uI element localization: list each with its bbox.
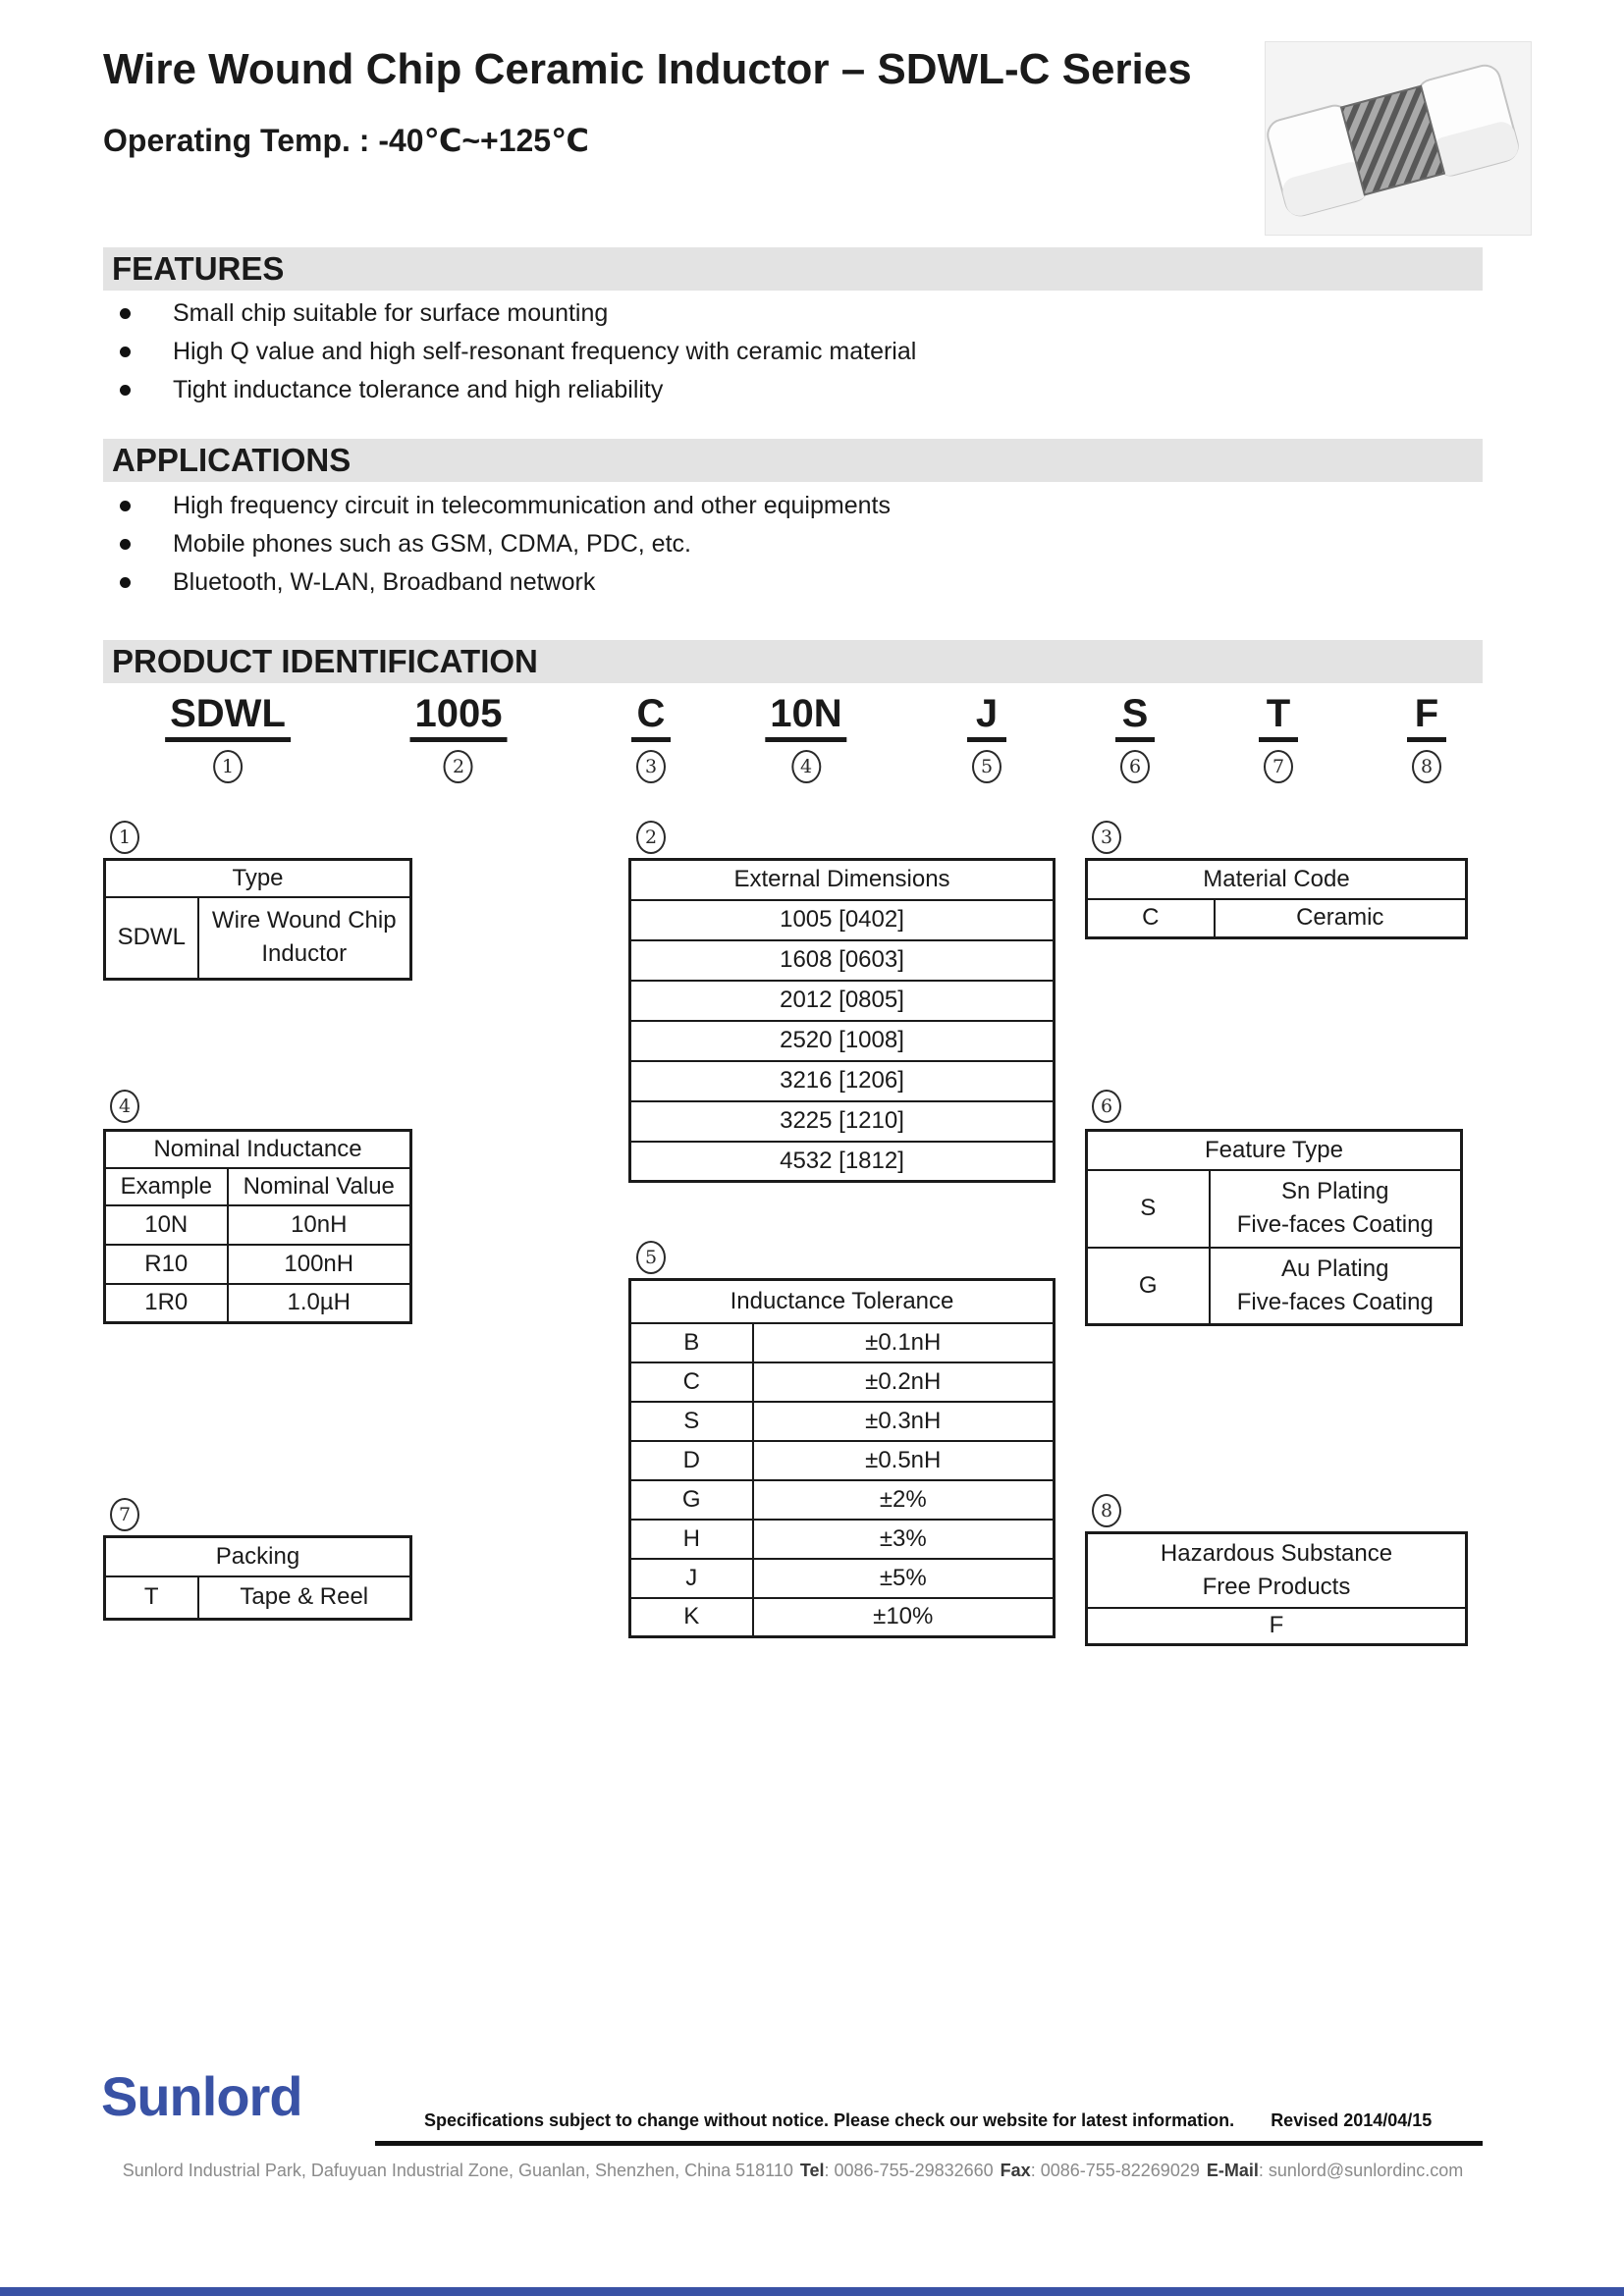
- part-segment: [165, 693, 291, 783]
- table-row: [105, 1168, 411, 1205]
- table-row: [630, 1142, 1055, 1182]
- code-cell: R10: [105, 1245, 228, 1284]
- part-code: 10N: [765, 693, 846, 742]
- value-cell: 100nH: [228, 1245, 411, 1284]
- table-row: [630, 1559, 1055, 1598]
- value-cell: 1005 [0402]: [630, 900, 1055, 940]
- value-cell: ±3%: [753, 1520, 1055, 1559]
- part-code: SDWL: [165, 693, 291, 742]
- table-row: [630, 1021, 1055, 1061]
- circled-number: 6: [1120, 750, 1150, 783]
- bullet-icon: [120, 308, 131, 319]
- application-text: High frequency circuit in telecommunication and other equipments: [173, 492, 891, 519]
- email-label: E-Mail: [1206, 2161, 1259, 2180]
- inductance-tolerance-table: [628, 1278, 1056, 1638]
- code-cell: C: [630, 1362, 753, 1402]
- title-line: Free Products: [1202, 1573, 1351, 1600]
- applications-section-header: [103, 439, 1483, 482]
- feature-type-table: [1085, 1129, 1463, 1326]
- circled-number: 8: [1412, 750, 1441, 783]
- operating-temp: Operating Temp. : -40℃~+125℃: [103, 123, 589, 158]
- table-row: [630, 1520, 1055, 1559]
- table-row: [630, 1598, 1055, 1637]
- table-row: [630, 1362, 1055, 1402]
- value-cell: 3225 [1210]: [630, 1101, 1055, 1142]
- circled-number: 2: [444, 750, 473, 783]
- code-cell: 10N: [105, 1205, 228, 1245]
- part-code: S: [1115, 693, 1155, 742]
- part-code: C: [631, 693, 671, 742]
- value-cell: Tape & Reel: [198, 1576, 411, 1620]
- part-segment: [967, 693, 1006, 783]
- table-row: [105, 860, 411, 897]
- circled-number: 2: [636, 821, 666, 854]
- table-row: [105, 1131, 411, 1168]
- value-cell: 10nH: [228, 1205, 411, 1245]
- footer-divider: [375, 2141, 1483, 2146]
- value-cell: 2520 [1008]: [630, 1021, 1055, 1061]
- code-cell: SDWL: [105, 897, 198, 980]
- product-photo: [1265, 41, 1532, 236]
- code-cell: G: [1087, 1248, 1210, 1325]
- value-cell: ±0.3nH: [753, 1402, 1055, 1441]
- table-row: [1087, 1170, 1462, 1248]
- code-cell: S: [1087, 1170, 1210, 1248]
- circled-number: 3: [1092, 821, 1121, 854]
- list-item: [103, 333, 916, 371]
- value-cell: ±5%: [753, 1559, 1055, 1598]
- code-cell: J: [630, 1559, 753, 1598]
- part-code: F: [1407, 693, 1446, 742]
- value-cell: ±2%: [753, 1480, 1055, 1520]
- applications-heading: APPLICATIONS: [112, 442, 352, 478]
- value-cell: [1210, 1170, 1462, 1248]
- circled-number: 8: [1092, 1494, 1121, 1527]
- table-row: [630, 860, 1055, 900]
- part-number-row: [103, 693, 1483, 795]
- table-row: [1087, 1131, 1462, 1170]
- bullet-icon: [120, 539, 131, 550]
- packing-table: [103, 1535, 412, 1621]
- table-row: [630, 1441, 1055, 1480]
- part-segment: [765, 693, 846, 783]
- page-title: Wire Wound Chip Ceramic Inductor – SDWL-C Series: [103, 45, 1192, 93]
- value-cell: 1608 [0603]: [630, 940, 1055, 981]
- code-cell: F: [1087, 1608, 1467, 1645]
- page-bottom-accent-bar: [0, 2287, 1624, 2296]
- table-row: [630, 1323, 1055, 1362]
- value-cell: Ceramic: [1215, 899, 1467, 938]
- table-row: [105, 1537, 411, 1576]
- footer-note-text: Specifications subject to change without notice. Please check our website for latest information.: [424, 2110, 1235, 2130]
- circled-number: 5: [636, 1241, 666, 1274]
- hazardous-free-table: [1085, 1531, 1468, 1646]
- value-cell: 4532 [1812]: [630, 1142, 1055, 1182]
- code-cell: G: [630, 1480, 753, 1520]
- value-cell: 3216 [1206]: [630, 1061, 1055, 1101]
- table-title: [1087, 1533, 1467, 1608]
- sunlord-logo: Sunlord: [101, 2065, 302, 2127]
- value-line: Au Plating: [1281, 1255, 1389, 1282]
- table-row: [1087, 1608, 1467, 1645]
- code-cell: H: [630, 1520, 753, 1559]
- tel-value: : 0086-755-29832660: [824, 2161, 994, 2180]
- list-item: [103, 371, 916, 409]
- application-text: Bluetooth, W-LAN, Broadband network: [173, 568, 596, 596]
- circled-number: 6: [1092, 1090, 1121, 1123]
- part-segment: [1407, 693, 1446, 783]
- table-row: [630, 981, 1055, 1021]
- value-cell: [198, 897, 411, 980]
- features-list: [103, 294, 916, 409]
- circled-number: 5: [972, 750, 1001, 783]
- part-code: T: [1259, 693, 1298, 742]
- table-title: Inductance Tolerance: [630, 1280, 1055, 1323]
- code-cell: 1R0: [105, 1284, 228, 1323]
- bullet-icon: [120, 577, 131, 588]
- part-segment: [410, 693, 508, 783]
- table-row: [105, 1245, 411, 1284]
- product-identification-heading: PRODUCT IDENTIFICATION: [112, 643, 538, 679]
- table-row: [630, 1280, 1055, 1323]
- code-cell: D: [630, 1441, 753, 1480]
- circled-number: 1: [213, 750, 243, 783]
- part-code: 1005: [410, 693, 508, 742]
- value-line: Wire Wound Chip: [211, 907, 397, 934]
- list-item: [103, 563, 891, 602]
- column-header: Example: [105, 1168, 228, 1205]
- value-cell: ±0.1nH: [753, 1323, 1055, 1362]
- feature-text: High Q value and high self-resonant frequency with ceramic material: [173, 338, 917, 365]
- features-heading: FEATURES: [112, 250, 285, 287]
- applications-list: [103, 487, 891, 602]
- table-row: [1087, 1533, 1467, 1608]
- value-cell: [1210, 1248, 1462, 1325]
- footer-address: [103, 2161, 1483, 2181]
- value-cell: ±0.5nH: [753, 1441, 1055, 1480]
- nominal-inductance-table: [103, 1129, 412, 1324]
- table-row: [105, 1576, 411, 1620]
- list-item: [103, 294, 916, 333]
- value-cell: 2012 [0805]: [630, 981, 1055, 1021]
- table-row: [1087, 1248, 1462, 1325]
- bullet-icon: [120, 347, 131, 357]
- fax-value: : 0086-755-82269029: [1030, 2161, 1200, 2180]
- value-line: Five-faces Coating: [1236, 1288, 1434, 1315]
- value-line: Inductor: [261, 940, 348, 968]
- feature-text: Tight inductance tolerance and high reliability: [173, 376, 664, 403]
- table-row: [105, 1205, 411, 1245]
- external-dimensions-table: [628, 858, 1056, 1183]
- part-segment: [1259, 693, 1298, 783]
- table-row: [630, 1480, 1055, 1520]
- part-segment: [1115, 693, 1155, 783]
- type-table: [103, 858, 412, 981]
- table-title: Packing: [105, 1537, 411, 1576]
- value-cell: ±0.2nH: [753, 1362, 1055, 1402]
- code-cell: S: [630, 1402, 753, 1441]
- features-section-header: [103, 247, 1483, 291]
- circled-number: 4: [791, 750, 821, 783]
- table-title: Material Code: [1087, 860, 1467, 899]
- bullet-icon: [120, 385, 131, 396]
- chip-inductor-illustration: [1266, 42, 1531, 235]
- material-code-table: [1085, 858, 1468, 939]
- footer-note: [424, 2110, 1432, 2131]
- table-row: [1087, 899, 1467, 938]
- list-item: [103, 525, 891, 563]
- tel-label: Tel: [799, 2161, 825, 2180]
- application-text: Mobile phones such as GSM, CDMA, PDC, etc.: [173, 530, 691, 558]
- table-title: Nominal Inductance: [105, 1131, 411, 1168]
- table-row: [630, 900, 1055, 940]
- table-title: External Dimensions: [630, 860, 1055, 900]
- value-cell: ±10%: [753, 1598, 1055, 1637]
- table-row: [630, 1101, 1055, 1142]
- circled-number: 7: [110, 1498, 139, 1531]
- table-title: Type: [105, 860, 411, 897]
- address-text: Sunlord Industrial Park, Dafuyuan Industrial Zone, Guanlan, Shenzhen, China 518110: [122, 2161, 793, 2180]
- circled-number: 1: [110, 821, 139, 854]
- code-cell: B: [630, 1323, 753, 1362]
- table-row: [630, 1061, 1055, 1101]
- circled-number: 4: [110, 1090, 139, 1123]
- table-row: [630, 1402, 1055, 1441]
- circled-number: 3: [636, 750, 666, 783]
- title-line: Hazardous Substance: [1160, 1539, 1393, 1567]
- table-row: [1087, 860, 1467, 899]
- value-cell: 1.0µH: [228, 1284, 411, 1323]
- code-cell: T: [105, 1576, 198, 1620]
- table-row: [105, 897, 411, 980]
- part-code: J: [967, 693, 1006, 742]
- code-cell: K: [630, 1598, 753, 1637]
- value-line: Sn Plating: [1281, 1178, 1389, 1204]
- column-header: Nominal Value: [228, 1168, 411, 1205]
- value-line: Five-faces Coating: [1236, 1211, 1434, 1238]
- list-item: [103, 487, 891, 525]
- footer-revised-date: Revised 2014/04/15: [1271, 2110, 1433, 2130]
- feature-text: Small chip suitable for surface mounting: [173, 299, 609, 327]
- table-title: Feature Type: [1087, 1131, 1462, 1170]
- product-identification-section-header: [103, 640, 1483, 683]
- email-value: : sunlord@sunlordinc.com: [1258, 2161, 1464, 2180]
- code-cell: C: [1087, 899, 1215, 938]
- table-row: [105, 1284, 411, 1323]
- part-segment: [631, 693, 671, 783]
- table-row: [630, 940, 1055, 981]
- bullet-icon: [120, 501, 131, 511]
- circled-number: 7: [1264, 750, 1293, 783]
- fax-label: Fax: [1000, 2161, 1031, 2180]
